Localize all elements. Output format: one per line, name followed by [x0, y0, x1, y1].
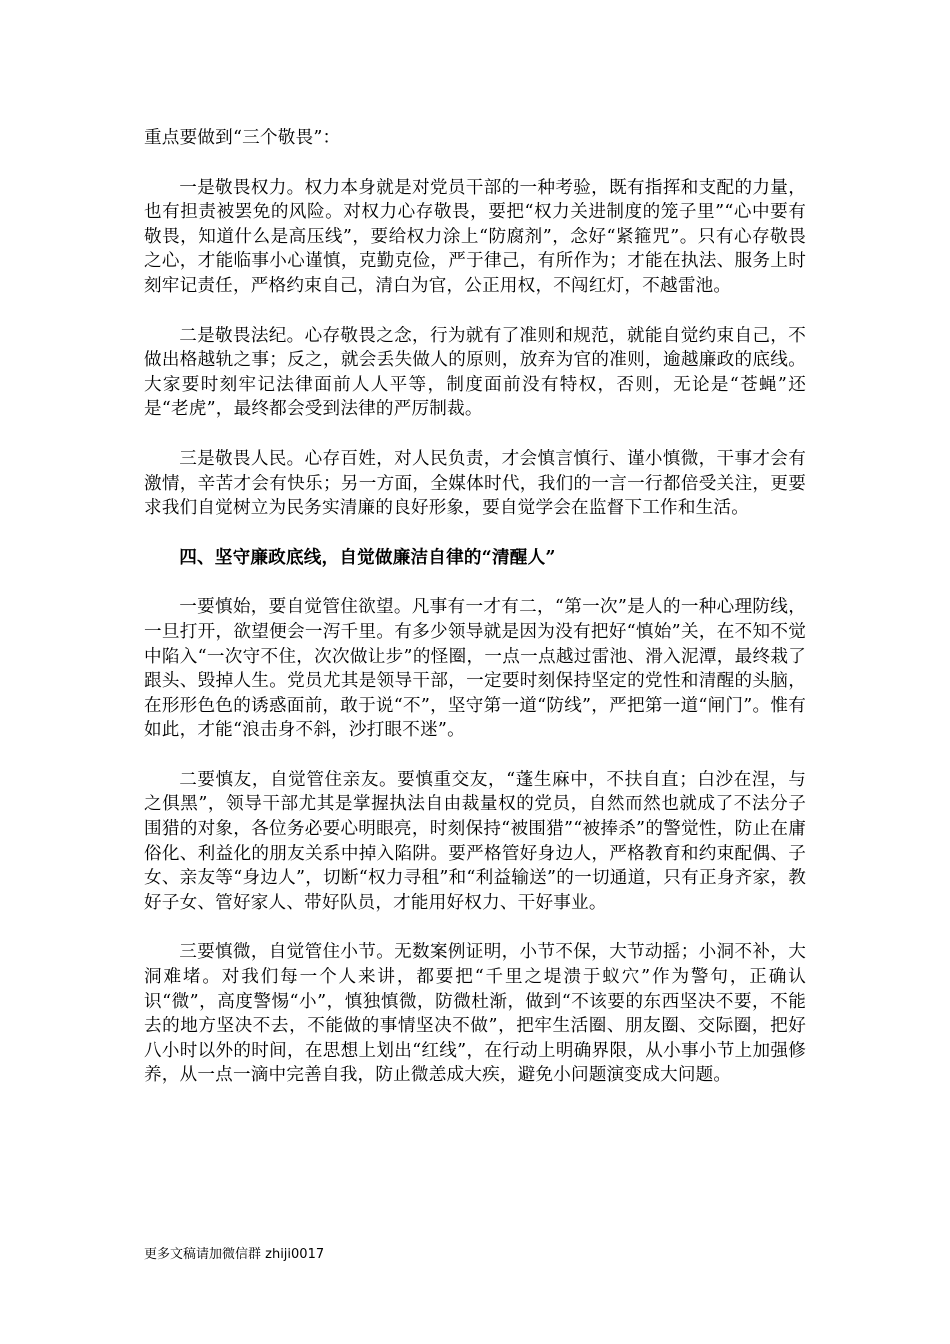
paragraph-careful-friends: 二要慎友，自觉管住亲友。要慎重交友，“蓬生麻中，不扶自直；白沙在涅，与之俱黑”，领导干部尤其是掌握执法自由裁量权的党员，自然而然也就成了不法分子围猎的对象，各位务必要心明眼亮，时刻保持“被围猎”“被捧杀”的警觉性，防止在庸俗化、利益化的朋友关系中掉入陷阱。要严格管好身边人，严格教育和约束配偶、子女、亲友等“身边人”，切断“权力寻租”和“利益输送”的一切通道，只有正身齐家，教好子女、管好家人、带好队员，才能用好权力、干好事业。: [144, 769, 806, 913]
paragraph-careful-start: 一要慎始，要自觉管住欲望。凡事有一才有二，“第一次”是人的一种心理防线，一旦打开，欲望便会一泻千里。有多少领导就是因为没有把好“慎始”关，在不知不觉中陷入“一次守不住，次次做让步”的怪圈，一点一点越过雷池、滑入泥潭，最终栽了跟头、毁掉人生。党员尤其是领导干部，一定要时刻保持坚定的党性和清醒的头脑，在形形色色的诱惑面前，敢于说“不”，坚守第一道“防线”，严把第一道“闸门”。惟有如此，才能“浪击身不斜，沙打眼不迷”。: [144, 597, 806, 741]
paragraph-awe-power: 一是敬畏权力。权力本身就是对党员干部的一种考验，既有指挥和支配的力量，也有担责被罢免的风险。对权力心存敬畏，要把“权力关进制度的笼子里”“心中要有敬畏，知道什么是高压线”，要给权力涂上“防腐剂”，念好“紧箍咒”。只有心存敬畏之心，才能临事小心谨慎，克勤克俭，严于律己，有所作为；才能在执法、服务上时刻牢记责任，严格约束自己，清白为官，公正用权，不闯红灯，不越雷池。: [144, 177, 806, 296]
paragraph-careful-details: 三要慎微，自觉管住小节。无数案例证明，小节不保，大节动摇；小洞不补，大洞难堵。对我们每一个人来讲，都要把“千里之堤溃于蚁穴”作为警句，正确认识“微”，高度警惕“小”，慎独慎微，防微杜渐，做到“不该要的东西坚决不要，不能去的地方坚决不去，不能做的事情坚决不做”，把牢生活圈、朋友圈、交际圈，把好八小时以外的时间，在思想上划出“红线”，在行动上明确界限，从小事小节上加强修养，从一点一滴中完善自我，防止微恙成大疾，避免小问题演变成大问题。: [144, 942, 806, 1086]
paragraph-awe-people: 三是敬畏人民。心存百姓，对人民负责，才会慎言慎行、谨小慎微，干事才会有激情，辛苦才会有快乐；另一方面，全媒体时代，我们的一言一行都倍受关注，更要求我们自觉树立为民务实清廉的良好形象，要自觉学会在监督下工作和生活。: [144, 448, 806, 519]
document-body: [144, 126, 806, 1113]
paragraph-intro: 重点要做到“三个敬畏”：: [144, 128, 341, 148]
section-heading: 四、坚守廉政底线，自觉做廉洁自律的“清醒人”: [179, 546, 556, 568]
page-footer: 更多文稿请加微信群 zhiji0017: [144, 1247, 325, 1262]
paragraph-awe-law: 二是敬畏法纪。心存敬畏之念，行为就有了准则和规范，就能自觉约束自己，不做出格越轨之事；反之，就会丢失做人的原则，放弃为官的准则，逾越廉政的底线。大家要时刻牢记法律面前人人平等，制度面前没有特权，否则，无论是“苍蝇”还是“老虎”，最终都会受到法律的严厉制裁。: [144, 325, 806, 420]
